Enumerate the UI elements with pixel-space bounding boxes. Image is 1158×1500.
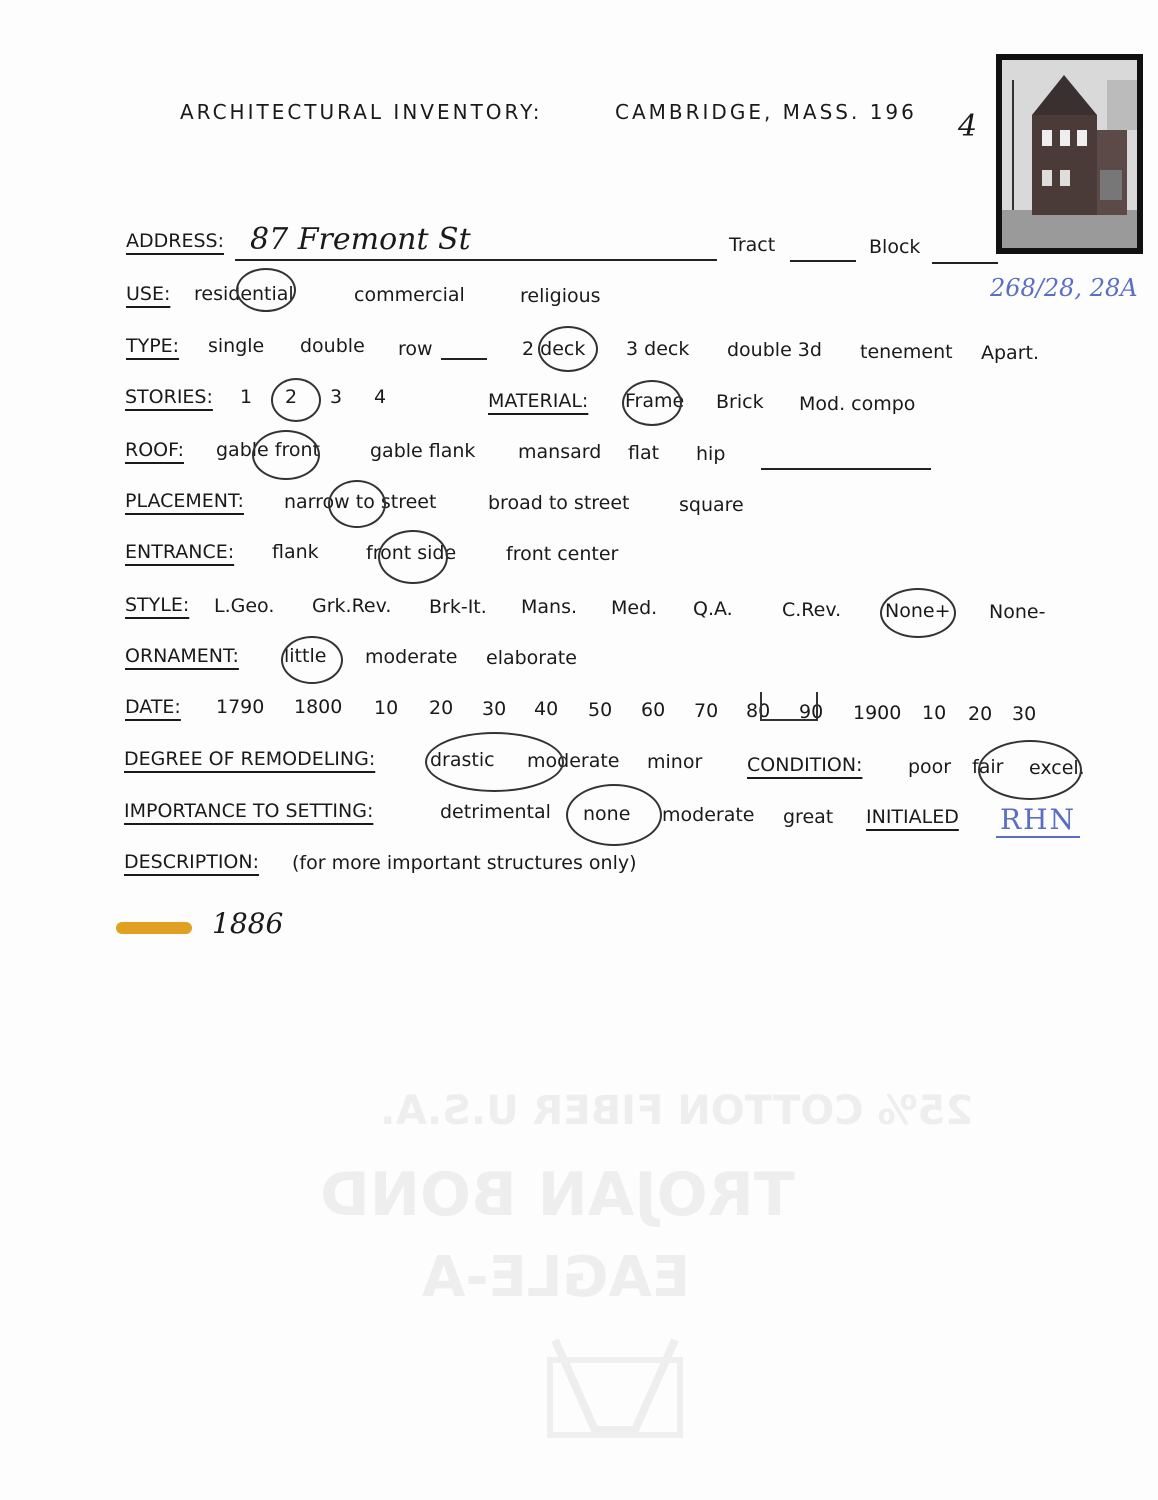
type-label: TYPE: xyxy=(126,335,180,357)
initials-value: RHN xyxy=(1000,803,1076,836)
type-double3d: double 3d xyxy=(727,339,822,361)
form-title: ARCHITECTURAL INVENTORY: xyxy=(180,100,543,124)
use-commercial: commercial xyxy=(354,284,465,306)
entrance-front-side: front side xyxy=(366,542,457,564)
form-location: CAMBRIDGE, MASS. 196 xyxy=(615,100,917,124)
date-1910: 10 xyxy=(922,702,947,724)
style-mans: Mans. xyxy=(521,596,578,618)
date-70: 70 xyxy=(694,700,719,722)
condition-label: CONDITION: xyxy=(747,754,863,776)
remodeling-drastic: drastic xyxy=(430,749,495,771)
date-30: 30 xyxy=(482,698,507,720)
remodeling-label: DEGREE OF REMODELING: xyxy=(124,748,376,770)
type-row: row xyxy=(398,338,433,360)
type-2deck: 2 deck xyxy=(522,338,586,360)
placement-label: PLACEMENT: xyxy=(125,490,244,512)
type-single: single xyxy=(208,335,265,357)
roof-label: ROOF: xyxy=(125,439,184,461)
date-1920: 20 xyxy=(968,703,993,725)
use-religious: religious xyxy=(520,285,601,307)
ornament-label: ORNAMENT: xyxy=(125,645,239,667)
material-frame: Frame xyxy=(625,390,685,412)
condition-fair: fair xyxy=(972,756,1004,778)
type-apart: Apart. xyxy=(981,342,1040,364)
remodeling-selection-circle xyxy=(425,732,564,792)
use-label: USE: xyxy=(126,283,171,305)
entrance-flank: flank xyxy=(272,541,319,563)
style-none-minus: None- xyxy=(989,601,1046,623)
material-modcompo: Mod. compo xyxy=(799,393,916,415)
date-range-bracket xyxy=(755,690,825,730)
description-label: DESCRIPTION: xyxy=(124,851,260,873)
tract-label: Tract xyxy=(729,234,776,256)
material-label: MATERIAL: xyxy=(488,390,589,412)
entrance-selection-circle xyxy=(378,530,448,584)
address-line xyxy=(235,259,717,261)
ornament-little: little xyxy=(284,645,327,667)
date-40: 40 xyxy=(534,698,559,720)
importance-none: none xyxy=(583,803,631,825)
style-grkrev: Grk.Rev. xyxy=(312,595,392,617)
style-brkit: Brk-It. xyxy=(429,596,487,618)
style-label: STYLE: xyxy=(125,594,190,616)
date-1930: 30 xyxy=(1012,703,1037,725)
importance-label: IMPORTANCE TO SETTING: xyxy=(124,800,374,822)
ornament-moderate: moderate xyxy=(365,646,458,668)
importance-detrimental: detrimental xyxy=(440,801,551,823)
tract-line xyxy=(790,260,856,262)
watermark-line3: EAGLE-A xyxy=(422,1245,691,1310)
style-qa: Q.A. xyxy=(693,598,733,620)
building-photo xyxy=(996,54,1143,254)
material-selection-circle xyxy=(622,380,685,426)
condition-excel: excel. xyxy=(1029,757,1085,779)
roof-gable-flank: gable flank xyxy=(370,440,476,462)
stories-3: 3 xyxy=(330,386,343,408)
address-label: ADDRESS: xyxy=(126,230,224,252)
type-3deck: 3 deck xyxy=(626,338,690,360)
type-tenement: tenement xyxy=(860,341,953,363)
type-selection-circle xyxy=(538,326,598,372)
condition-poor: poor xyxy=(908,756,952,778)
row-line xyxy=(441,358,487,360)
importance-selection-circle xyxy=(566,784,662,846)
parcel-note: 268/28, 28A xyxy=(990,274,1138,302)
date-90: 90 xyxy=(799,701,824,723)
initials-line xyxy=(996,836,1080,838)
date-60: 60 xyxy=(641,699,666,721)
condition-selection-circle xyxy=(978,740,1082,800)
year-digit: 4 xyxy=(958,109,978,144)
remodeling-moderate: moderate xyxy=(527,750,620,772)
stories-4: 4 xyxy=(374,386,387,408)
type-double: double xyxy=(300,335,365,357)
use-residential: residential xyxy=(194,283,294,305)
block-label: Block xyxy=(869,236,921,258)
remodeling-minor: minor xyxy=(647,751,703,773)
roof-gable-front: gable front xyxy=(216,439,320,461)
roof-flat: flat xyxy=(628,442,660,464)
style-med: Med. xyxy=(611,597,658,619)
date-1900: 1900 xyxy=(853,702,902,724)
watermark-line2: TROJAN BOND xyxy=(320,1160,795,1230)
roof-hip: hip xyxy=(696,443,726,465)
ornament-selection-circle xyxy=(281,636,343,684)
date-20: 20 xyxy=(429,697,454,719)
date-80: 80 xyxy=(746,700,771,722)
placement-narrow: narrow to street xyxy=(284,491,437,513)
placement-square: square xyxy=(679,494,744,516)
date-10: 10 xyxy=(374,697,399,719)
style-none-plus: None+ xyxy=(885,600,951,622)
stories-2: 2 xyxy=(285,386,298,408)
roof-other-line xyxy=(761,468,931,470)
ornament-elaborate: elaborate xyxy=(486,647,577,669)
description-handwritten: 1886 xyxy=(212,907,284,940)
block-line xyxy=(932,262,998,264)
roof-mansard: mansard xyxy=(518,441,602,463)
date-1790: 1790 xyxy=(216,696,265,718)
description-note: (for more important structures only) xyxy=(292,852,637,874)
material-brick: Brick xyxy=(716,391,764,413)
date-50: 50 xyxy=(588,699,613,721)
placement-selection-circle xyxy=(328,480,386,528)
style-lgeo: L.Geo. xyxy=(214,595,275,617)
highlight-mark xyxy=(116,922,192,934)
stories-label: STORIES: xyxy=(125,386,213,408)
watermark-eagle-logo xyxy=(545,1320,685,1440)
roof-selection-circle xyxy=(252,430,320,480)
stories-selection-circle xyxy=(271,378,321,422)
watermark-line1: 25% COTTON FIBER U.S.A. xyxy=(380,1088,974,1134)
stories-1: 1 xyxy=(240,386,253,408)
date-1800: 1800 xyxy=(294,696,343,718)
entrance-label: ENTRANCE: xyxy=(125,541,235,563)
placement-broad: broad to street xyxy=(488,492,630,514)
importance-moderate: moderate xyxy=(662,804,755,826)
importance-great: great xyxy=(783,806,834,828)
initialed-label: INITIALED xyxy=(866,806,959,828)
style-selection-circle xyxy=(880,588,956,638)
entrance-front-center: front center xyxy=(506,543,619,565)
style-crev: C.Rev. xyxy=(782,599,842,621)
date-label: DATE: xyxy=(125,696,181,718)
house-image xyxy=(1002,60,1137,248)
use-selection-circle xyxy=(236,268,296,312)
address-value: 87 Fremont St xyxy=(250,222,471,257)
